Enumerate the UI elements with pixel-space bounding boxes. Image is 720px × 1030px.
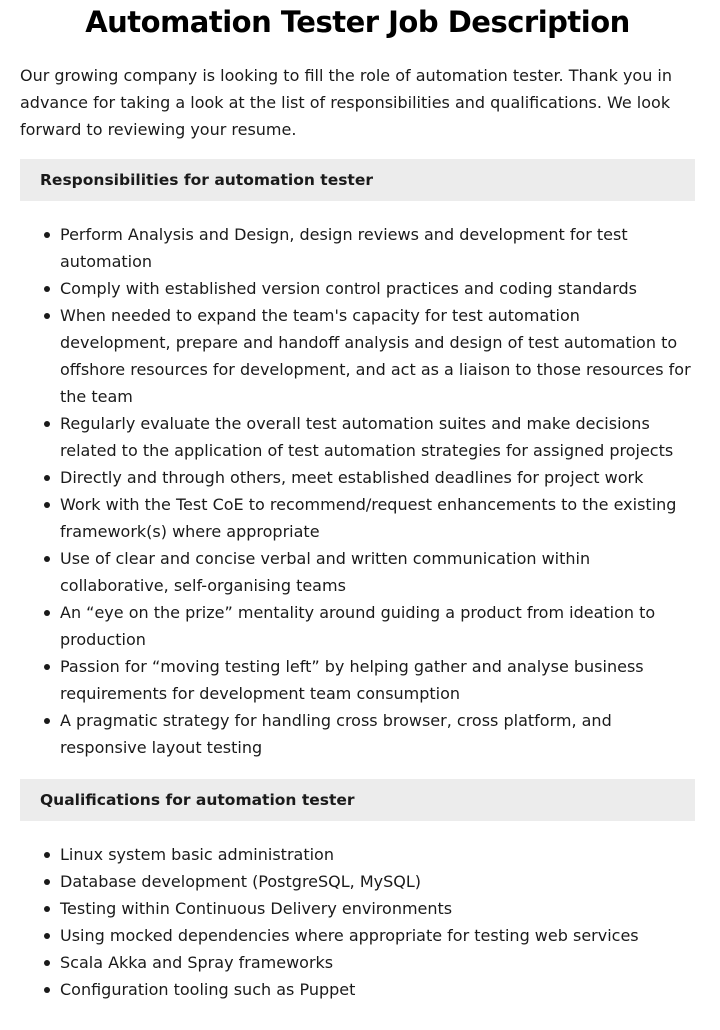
list-item: Regularly evaluate the overall test automation suites and make decisions related to the application of test automation strategies for assigned projects: [60, 410, 695, 464]
intro-paragraph: Our growing company is looking to fill the role of automation tester. Thank you in advance for taking a look at the list of responsibilities and qualifications. We look forward to reviewing your resume.: [20, 66, 673, 139]
list-item: Scala Akka and Spray frameworks: [60, 949, 695, 976]
qualifications-section-header: [20, 779, 695, 821]
list-item: Passion for “moving testing left” by helping gather and analyse business requirements for development team consumption: [60, 653, 695, 707]
responsibilities-heading: Responsibilities for automation tester: [40, 171, 373, 189]
list-item: Use of clear and concise verbal and written communication within collaborative, self-organising teams: [60, 545, 695, 599]
list-item: Database development (PostgreSQL, MySQL): [60, 868, 695, 895]
list-item: Perform Analysis and Design, design reviews and development for test automation: [60, 221, 695, 275]
list-item: Configuration tooling such as Puppet: [60, 976, 695, 1003]
page-title: Automation Tester Job Description: [85, 5, 630, 39]
list-item: A pragmatic strategy for handling cross browser, cross platform, and responsive layout testing: [60, 707, 695, 761]
list-item: When needed to expand the team's capacity for test automation development, prepare and handoff analysis and design of test automation to offshore resources for development, and act as a liaison to those resources for the team: [60, 302, 695, 410]
list-item: Linux system basic administration: [60, 841, 695, 868]
job-description-document: [20, 0, 695, 1003]
responsibilities-section-header: [20, 159, 695, 201]
list-item: Using mocked dependencies where appropriate for testing web services: [60, 922, 695, 949]
list-item: Testing within Continuous Delivery environments: [60, 895, 695, 922]
list-item: Work with the Test CoE to recommend/request enhancements to the existing framework(s) where appropriate: [60, 491, 695, 545]
qualifications-heading: Qualifications for automation tester: [40, 791, 355, 809]
list-item: An “eye on the prize” mentality around guiding a product from ideation to production: [60, 599, 695, 653]
list-item: Comply with established version control practices and coding standards: [60, 275, 695, 302]
qualifications-list: [20, 841, 695, 1003]
list-item: Directly and through others, meet established deadlines for project work: [60, 464, 695, 491]
responsibilities-list: [20, 221, 695, 761]
